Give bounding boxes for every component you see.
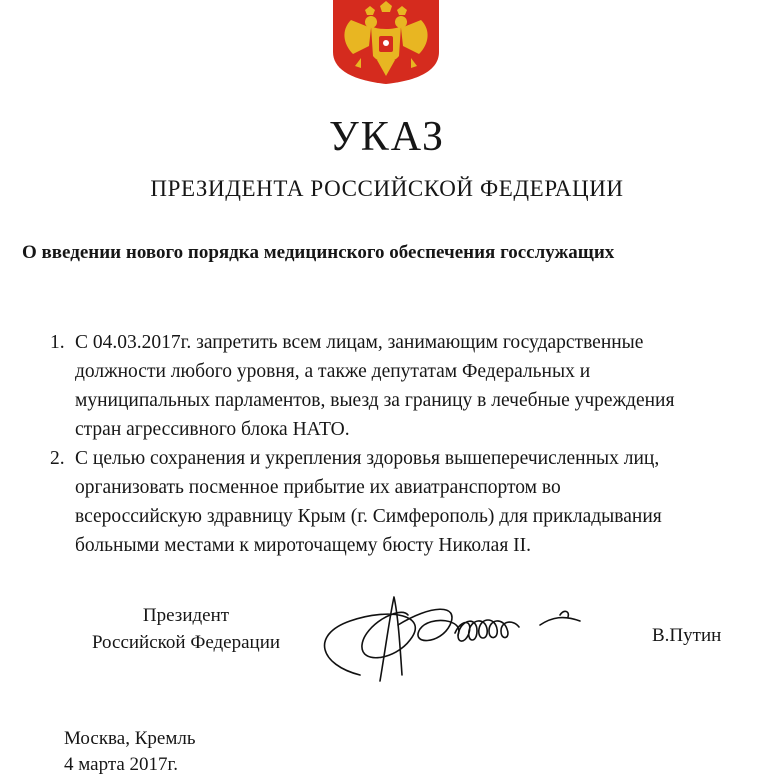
item-line: стран агрессивного блока НАТО. <box>75 419 350 440</box>
item-line: должности любого уровня, а также депутатам Федеральных и <box>75 361 591 382</box>
signer-position-line2: Российской Федерации <box>91 632 281 653</box>
decree-subject: О введении нового порядка медицинского обеспечения госслужащих <box>22 242 615 263</box>
item-number: 1. <box>50 332 65 353</box>
signer-position-line1: Президент <box>142 605 230 626</box>
item-line: С целью сохранения и укрепления здоровья вышеперечисленных лиц, <box>75 448 660 469</box>
handwritten-signature <box>290 585 610 695</box>
signing-date: 4 марта 2017г. <box>64 754 178 774</box>
decree-item-2 <box>50 444 765 560</box>
item-number: 2. <box>50 448 65 469</box>
decree-title: УКАЗ <box>328 114 446 160</box>
item-line: больными местами к мироточащему бюсту Николая II. <box>75 535 532 556</box>
place-and-date <box>64 726 196 774</box>
decree-subtitle: ПРЕЗИДЕНТА РОССИЙСКОЙ ФЕДЕРАЦИИ <box>150 176 624 201</box>
signer-name: В.Путин <box>652 625 722 646</box>
signer-position <box>66 602 306 656</box>
decree-item-1 <box>50 328 765 444</box>
item-line: всероссийскую здравницу Крым (г. Симферополь) для прикладывания <box>75 506 662 527</box>
item-text <box>75 328 765 444</box>
decree-items <box>50 328 765 560</box>
coat-of-arms-icon <box>331 0 441 84</box>
item-line: муниципальных парламентов, выезд за границу в лечебные учреждения <box>75 390 675 411</box>
item-line: С 04.03.2017г. запретить всем лицам, занимающим государственные <box>75 332 644 353</box>
signing-place: Москва, Кремль <box>64 728 196 749</box>
item-text <box>75 444 765 560</box>
item-line: организовать посменное прибытие их авиатранспортом во <box>75 477 561 498</box>
